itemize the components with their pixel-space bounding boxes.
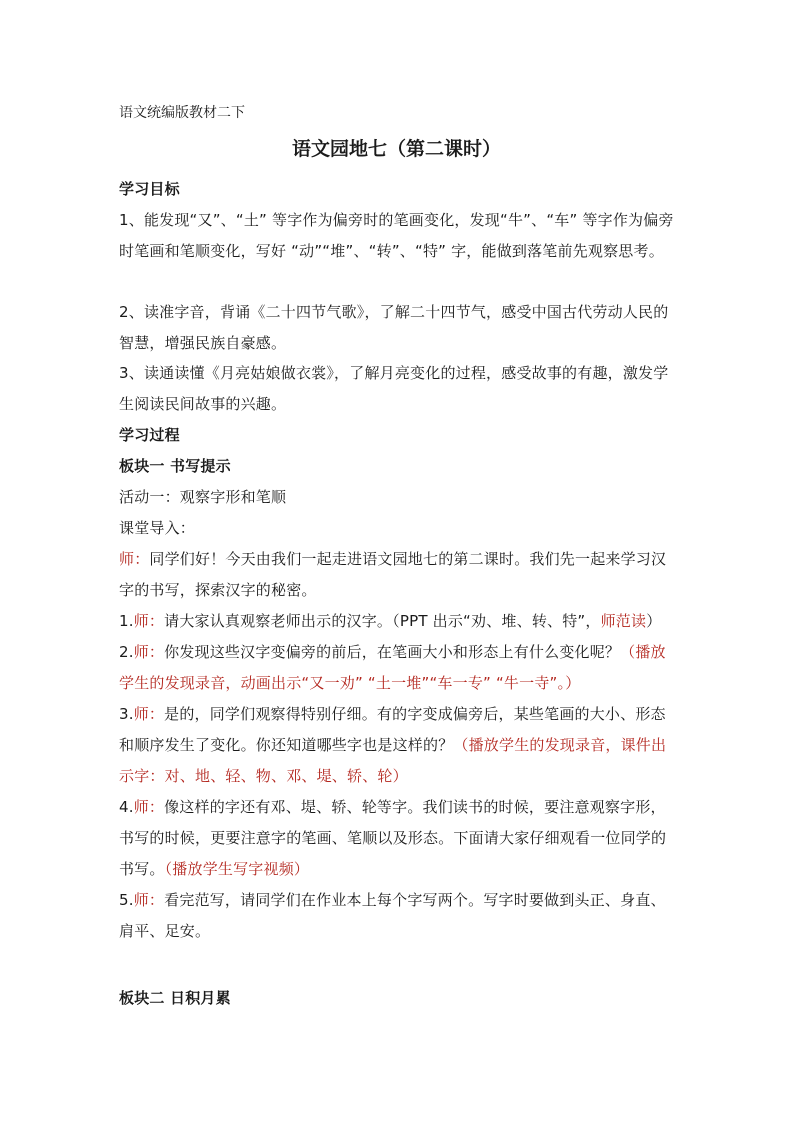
goals-heading: 学习目标 [119,180,180,198]
step-note: 师范读 [600,612,647,630]
block1-heading: 板块一 书写提示 [119,457,231,475]
step-text: 是的，同学们观察得特别仔细。有的字变成偏旁后，某些笔画的大小、形态和顺序发生了变化。你还知道哪些字也是这样的？ [119,705,666,754]
textbook-header: 语文统编版教材二下 [119,105,245,121]
goal-2: 2、读准字音，背诵《二十四节气歌》，了解二十四节气，感受中国古代劳动人民的智慧，增强民族自豪感。 [119,303,669,352]
teacher-label: 师： [133,705,165,723]
goal-1: 1、能发现“又”、“土” 等字作为偏旁时的笔画变化，发现“牛”、“车” 等字作为偏旁时笔画和笔顺变化，写好 “动”“堆”、“转”、“特” 字，能做到落笔前先观察思考。 [119,211,674,260]
step-tail: ） [646,612,662,630]
step-note: （播放学生的发现录音，课件出示字：对、地、轻、物、邓、堤、轿、轮） [119,736,667,785]
teacher-label: 师： [133,891,165,909]
teacher-label: 师： [133,612,165,630]
step-note: （播放学生的发现录音，动画出示“又一劝” “土一堆”“车一专” “牛一寺”。） [119,643,666,692]
lesson-title: 语文园地七（第二课时） [291,138,501,160]
step-number: 4. [119,798,134,816]
step-number: 1. [119,612,134,630]
step-3 [119,699,679,792]
activity-1: 活动一：观察字形和笔顺 [119,488,287,506]
step-number: 2. [119,643,134,661]
step-2 [119,637,679,699]
teacher-label: 师： [133,798,165,816]
goal-3: 3、读通读懂《月亮姑娘做衣裳》，了解月亮变化的过程，感受故事的有趣，激发学生阅读民间故事的兴趣。 [119,364,669,413]
step-number: 5. [119,891,134,909]
step-number: 3. [119,705,134,723]
step-text: 你发现这些汉字变偏旁的前后，在笔画大小和形态上有什么变化呢？ [164,643,621,661]
intro-label: 课堂导入： [119,519,196,537]
teacher-label: 师： [133,643,165,661]
intro-paragraph [119,544,679,606]
step-1 [119,606,679,637]
step-5 [119,885,679,947]
teacher-label: 师： [119,550,150,568]
step-note: （播放学生写字视频） [164,860,310,878]
step-text: 看完范写，请同学们在作业本上每个字写两个。写字时要做到头正、身直、肩平、足安。 [119,891,666,940]
process-heading: 学习过程 [119,426,180,444]
step-text: 请大家认真观察老师出示的汉字。（PPT 出示“劝、堆、转、特”， [164,612,601,630]
step-4 [119,792,679,885]
step-text: 像这样的字还有邓、堤、轿、轮等字。我们读书的时候，要注意观察字形，书写的时候，更要注意字的笔画、笔顺以及形态。下面请大家仔细观看一位同学的书写。 [119,798,667,878]
intro-text: 同学们好！今天由我们一起走进语文园地七的第二课时。我们先一起来学习汉字的书写，探索汉字的秘密。 [119,550,667,599]
block2-heading: 板块二 日积月累 [119,989,231,1007]
